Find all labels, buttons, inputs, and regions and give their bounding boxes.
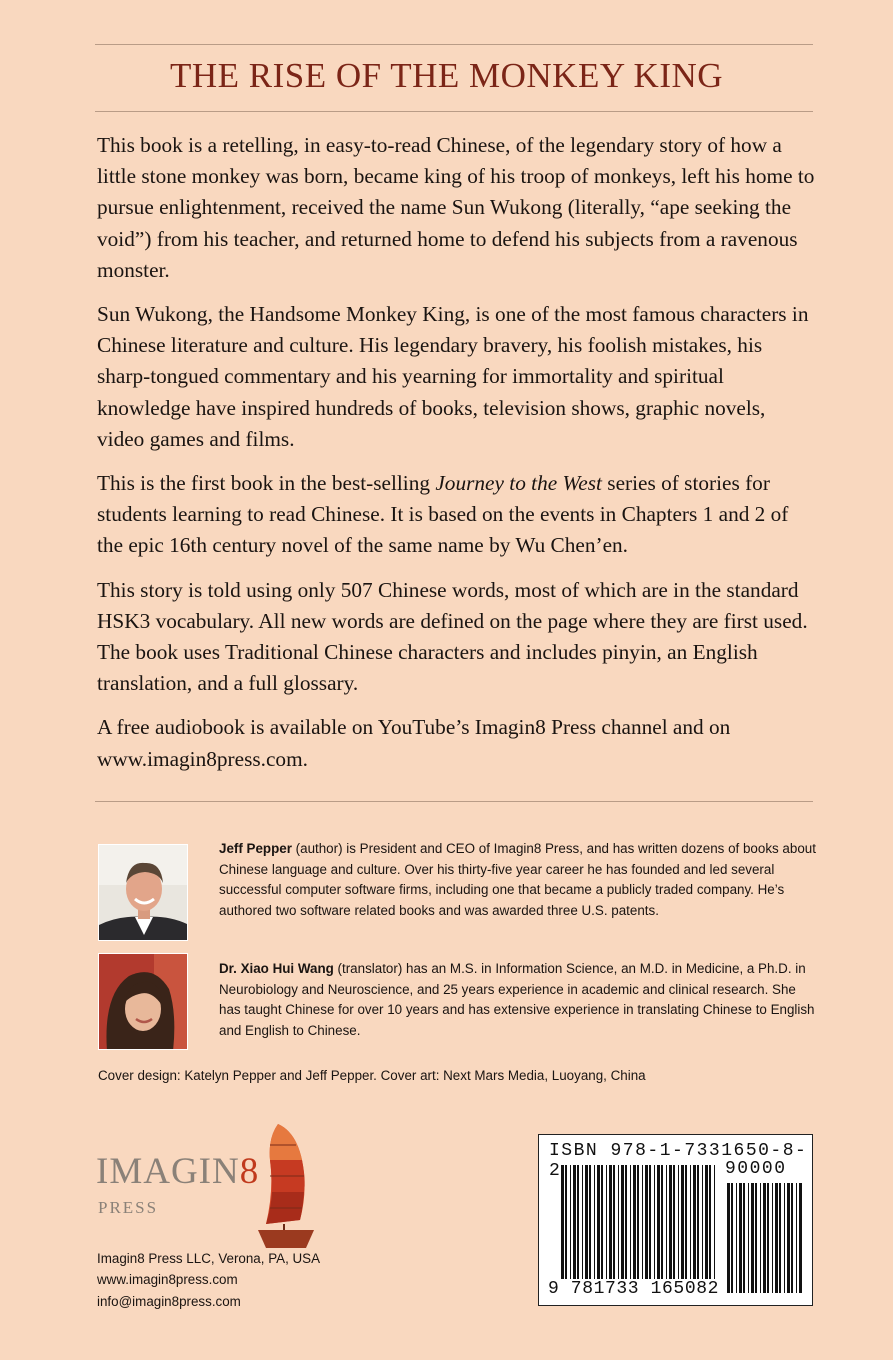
description-paragraph-1: This book is a retelling, in easy-to-read Chinese, of the legendary story of how a little stone monkey was born, became king of his troop of monkeys, left his home to pursue enlightenment, received the name Sun Wukong (literally, “ape seeking the void”) from his teacher, and returned home to defend his subjects from a ravenous monster.: [97, 133, 815, 282]
book-title: THE RISE OF THE MONKEY KING: [169, 56, 724, 95]
publisher-website[interactable]: www.imagin8press.com: [97, 1272, 238, 1287]
logo-subtitle: PRESS: [98, 1198, 159, 1217]
translator-name: Dr. Xiao Hui Wang: [219, 961, 334, 976]
cover-credits: Cover design: Katelyn Pepper and Jeff Pepper. Cover art: Next Mars Media, Luoyang, China: [98, 1068, 646, 1083]
logo-wordmark: [96, 1150, 259, 1193]
isbn-label: ISBN 978-1-7331650-8-2: [549, 1141, 808, 1181]
series-intro-text: This is the first book in the best-selling: [97, 471, 436, 496]
top-rule: [95, 44, 813, 45]
series-outro-text: series of stories for students learning to read Chinese. It is based on the events in Chapters 1 and 2 of the epic 16th century novel of the same name by Wu Chen’en.: [97, 471, 789, 558]
logo-digit: 8: [239, 1151, 260, 1192]
series-title: Journey to the West: [435, 471, 602, 496]
title-rule: [95, 111, 813, 112]
bio-rule: [95, 801, 813, 802]
author-photo: [98, 844, 188, 941]
author-bio-text: (author) is President and CEO of Imagin8 Press, and has written dozens of books about Chinese language and culture. Over his thirty-five year career he has founded and led several successful computer software firms, including one that became a publicly traded company. He’s authored two software related books and was awarded three U.S. patents.: [219, 841, 816, 919]
author-bio: [219, 839, 819, 922]
junk-sail-icon: [256, 1120, 316, 1254]
publisher-address: Imagin8 Press LLC, Verona, PA, USA: [97, 1251, 321, 1266]
author-name: Jeff Pepper: [219, 841, 292, 856]
translator-bio: [219, 959, 819, 1042]
logo-word-text: IMAGIN: [96, 1151, 240, 1192]
publisher-email[interactable]: info@imagin8press.com: [97, 1294, 241, 1309]
description-paragraph-4: This story is told using only 507 Chinese words, most of which are in the standard HSK3 vocabulary. All new words are defined on the page where they are first used. The book uses Traditional Chinese characters and includes pinyin, an English translation, and a full glossary.: [97, 577, 808, 696]
isbn-barcode: [538, 1134, 813, 1306]
translator-bio-text: (translator) has an M.S. in Information Science, an M.D. in Medicine, a Ph.D. in Neurobiology and Neuroscience, and 25 years experience in academic and clinical research. She has taught Chinese for over 10 years and has extensive experience in translating Chinese to English and English to Chinese.: [219, 961, 815, 1039]
translator-photo: [98, 953, 188, 1050]
description-paragraph-2: Sun Wukong, the Handsome Monkey King, is one of the most famous characters in Chinese literature and culture. His legendary bravery, his foolish mistakes, his sharp-tongued commentary and his yearning for immortality and spiritual knowledge have inspired hundreds of books, television shows, graphic novels, video games and films.: [97, 302, 809, 451]
price-addon-label: 90000: [725, 1159, 787, 1179]
description-paragraph-3: [97, 468, 815, 562]
description-paragraph-5: A free audiobook is available on YouTube’s Imagin8 Press channel and on www.imagin8press.com.: [97, 715, 731, 771]
ean-digits: 9 781733 165082: [548, 1279, 720, 1299]
book-description: [97, 130, 815, 788]
